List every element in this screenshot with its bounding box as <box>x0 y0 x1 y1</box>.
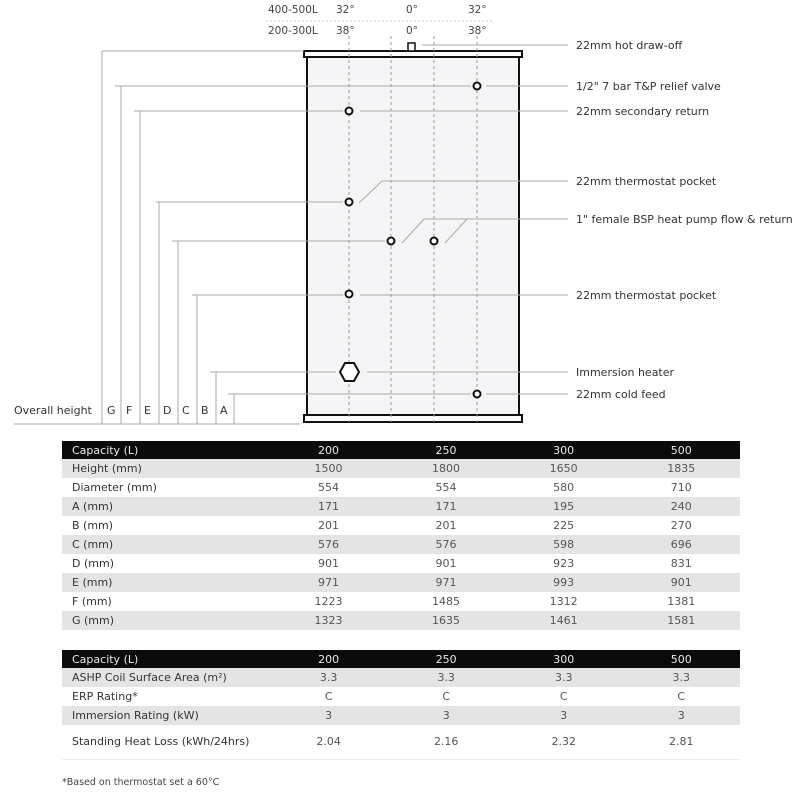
circle-port-icon <box>431 238 438 245</box>
cell-value: 1323 <box>270 611 388 630</box>
row-label: Height (mm) <box>62 459 270 478</box>
dimension-letter: A <box>220 404 228 417</box>
cell-value: C <box>442 690 451 703</box>
cylinder-top-cap <box>304 51 522 57</box>
column-header-label: Capacity (L) <box>62 650 270 668</box>
column-header-capacity: 500 <box>622 650 740 668</box>
cell-value: 1581 <box>622 611 740 630</box>
column-header-capacity: 200 <box>270 441 388 459</box>
circle-port-icon <box>346 108 353 115</box>
row-label: B (mm) <box>72 519 114 532</box>
cell-value: 580 <box>553 481 575 494</box>
dimension-letter: C <box>182 404 190 417</box>
angle-range-label: 200-300L <box>268 25 318 37</box>
row-label: C (mm) <box>62 535 270 554</box>
circle-port-icon <box>346 291 353 298</box>
circle-port-icon <box>474 83 481 90</box>
table-row <box>62 706 740 725</box>
row-label: ERP Rating* <box>72 690 138 703</box>
connection-label: 22mm secondary return <box>576 105 710 118</box>
circle-port-icon <box>346 199 353 206</box>
row-label: Diameter (mm) <box>72 481 157 494</box>
cell-value: 3 <box>387 706 505 725</box>
cell-value: 1800 <box>387 459 505 478</box>
circle-port-icon <box>388 238 395 245</box>
cell-value: 554 <box>435 481 457 494</box>
connection-label: Immersion heater <box>576 366 675 379</box>
angle-right: 32° <box>468 4 487 16</box>
angle-left: 32° <box>336 4 355 16</box>
cell-value: 2.81 <box>622 725 740 760</box>
cell-value: 1461 <box>505 611 623 630</box>
dimension-letter: D <box>163 404 172 417</box>
table-row <box>62 687 740 706</box>
connection-label: 22mm cold feed <box>576 388 666 401</box>
column-header-capacity: 300 <box>505 441 623 459</box>
cell-value: 901 <box>622 573 740 592</box>
cell-value: 576 <box>387 535 505 554</box>
row-label: D (mm) <box>72 557 114 570</box>
cell-value: 240 <box>622 497 740 516</box>
square-outlet-icon <box>408 43 415 51</box>
row-label: Standing Heat Loss (kWh/24hrs) <box>62 725 270 760</box>
cell-value: 171 <box>270 497 388 516</box>
cell-value: 710 <box>670 481 692 494</box>
dimension-letter: F <box>126 404 133 417</box>
cell-value: 1650 <box>505 459 623 478</box>
column-header-capacity: 250 <box>387 650 505 668</box>
column-header-label: Capacity (L) <box>62 441 270 459</box>
cell-value: 201 <box>317 519 339 532</box>
table-row <box>62 535 740 554</box>
cell-value: 901 <box>435 557 457 570</box>
row-label: A (mm) <box>62 497 270 516</box>
cell-value: 270 <box>670 519 692 532</box>
cell-value: 201 <box>435 519 457 532</box>
table-row <box>62 573 740 592</box>
row-label: E (mm) <box>62 573 270 592</box>
cell-value: 2.32 <box>505 725 623 760</box>
cell-value: 831 <box>670 557 692 570</box>
table-row <box>62 459 740 478</box>
cell-value: 971 <box>270 573 388 592</box>
cell-value: 195 <box>505 497 623 516</box>
cell-value: 1635 <box>387 611 505 630</box>
table-row <box>62 592 740 611</box>
cell-value: 1381 <box>667 595 696 608</box>
column-header-capacity: 500 <box>622 441 740 459</box>
cell-value: C <box>677 690 686 703</box>
angle-right: 38° <box>468 25 487 37</box>
circle-port-icon <box>474 391 481 398</box>
column-header-capacity: 200 <box>270 650 388 668</box>
dimension-letter: B <box>201 404 209 417</box>
cell-value: 3 <box>622 706 740 725</box>
angle-center: 0° <box>406 25 418 37</box>
cell-value: 3.3 <box>505 668 623 687</box>
table-header-row <box>62 441 740 459</box>
row-label: F (mm) <box>72 595 112 608</box>
connection-label: 22mm thermostat pocket <box>576 289 717 302</box>
angle-range-label: 400-500L <box>268 4 318 16</box>
cell-value: 1500 <box>270 459 388 478</box>
cell-value: 993 <box>505 573 623 592</box>
hexagon-boss-icon <box>340 363 359 381</box>
cell-value: C <box>559 690 568 703</box>
row-label: G (mm) <box>62 611 270 630</box>
row-label: ASHP Coil Surface Area (m²) <box>62 668 270 687</box>
cell-value: 696 <box>622 535 740 554</box>
cell-value: 923 <box>553 557 575 570</box>
table-row <box>62 668 740 687</box>
dimension-letter: G <box>107 404 116 417</box>
angle-left: 38° <box>336 25 355 37</box>
table-header-row <box>62 650 740 668</box>
footnote: *Based on thermostat set a 60°C <box>62 777 220 788</box>
cylinder-body <box>307 55 519 415</box>
cell-value: 576 <box>270 535 388 554</box>
cell-value: 1312 <box>549 595 578 608</box>
cell-value: 554 <box>317 481 339 494</box>
column-header-capacity: 250 <box>387 441 505 459</box>
connection-labels <box>576 39 793 401</box>
cell-value: 3 <box>505 706 623 725</box>
cell-value: 171 <box>387 497 505 516</box>
cell-value: 1223 <box>314 595 343 608</box>
cell-value: 2.04 <box>270 725 388 760</box>
cell-value: 3.3 <box>387 668 505 687</box>
cell-value: 1835 <box>622 459 740 478</box>
cell-value: 971 <box>387 573 505 592</box>
cell-value: 901 <box>317 557 339 570</box>
table-row <box>62 478 740 497</box>
table-row <box>62 725 740 760</box>
connection-label: 1/2" 7 bar T&P relief valve <box>576 80 721 93</box>
cell-value: C <box>324 690 333 703</box>
table-row <box>62 611 740 630</box>
column-header-capacity: 300 <box>505 650 623 668</box>
table-row <box>62 516 740 535</box>
cell-value: 225 <box>553 519 575 532</box>
cell-value: 3.3 <box>622 668 740 687</box>
connection-label: 1" female BSP heat pump flow & return <box>576 213 793 226</box>
cylinder-base <box>304 415 522 422</box>
cell-value: 3.3 <box>270 668 388 687</box>
row-label: Immersion Rating (kW) <box>62 706 270 725</box>
cell-value: 2.16 <box>387 725 505 760</box>
dimension-letter: E <box>144 404 151 417</box>
cell-value: 598 <box>505 535 623 554</box>
angle-center: 0° <box>406 4 418 16</box>
performance-table <box>62 650 740 760</box>
angle-table <box>266 4 492 37</box>
cell-value: 3 <box>270 706 388 725</box>
table-row <box>62 497 740 516</box>
overall-height-label: Overall height <box>14 404 92 417</box>
connection-label: 22mm hot draw-off <box>576 39 683 52</box>
connection-label: 22mm thermostat pocket <box>576 175 717 188</box>
dimensions-table <box>62 441 740 630</box>
cell-value: 1485 <box>432 595 461 608</box>
table-row <box>62 554 740 573</box>
